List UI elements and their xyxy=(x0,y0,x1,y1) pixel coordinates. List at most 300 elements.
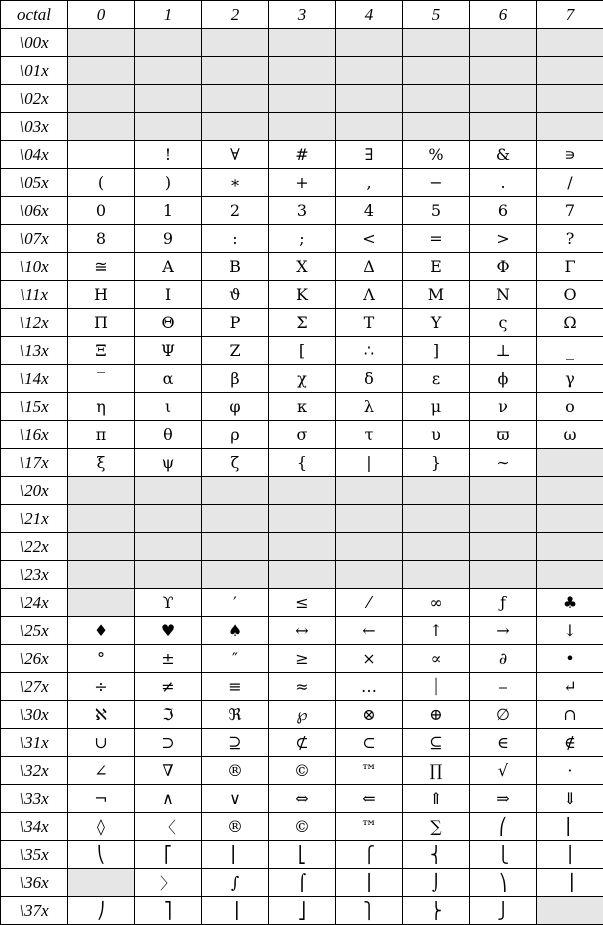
glyph-cell: ∃ xyxy=(336,141,403,169)
empty-cell xyxy=(135,505,202,533)
glyph-cell: Ρ xyxy=(202,309,269,337)
row-header: \25x xyxy=(1,617,68,645)
column-header: 2 xyxy=(202,1,269,29)
glyph-cell: γ xyxy=(537,365,603,393)
glyph-cell: ¬ xyxy=(68,785,135,813)
glyph-cell: ⎡ xyxy=(135,841,202,869)
glyph-cell xyxy=(68,141,135,169)
glyph-cell: ∑ xyxy=(403,813,470,841)
glyph-cell: ≤ xyxy=(269,589,336,617)
glyph-cell: ≅ xyxy=(68,253,135,281)
table-row xyxy=(1,113,603,141)
glyph-cell: ∂ xyxy=(470,645,537,673)
empty-cell xyxy=(336,505,403,533)
row-header: \03x xyxy=(1,113,68,141)
glyph-cell: ƒ xyxy=(470,589,537,617)
glyph-cell: ♠ xyxy=(202,617,269,645)
row-header: \22x xyxy=(1,533,68,561)
glyph-cell: ) xyxy=(135,169,202,197)
glyph-cell: Τ xyxy=(336,309,403,337)
empty-cell xyxy=(68,589,135,617)
glyph-cell: Ζ xyxy=(202,337,269,365)
glyph-cell: ® xyxy=(202,813,269,841)
empty-cell xyxy=(470,533,537,561)
glyph-cell: ℘ xyxy=(269,701,336,729)
glyph-cell: μ xyxy=(403,393,470,421)
glyph-cell: − xyxy=(403,169,470,197)
glyph-cell: ∫ xyxy=(202,869,269,897)
glyph-cell: ⎤ xyxy=(135,897,202,925)
row-header: \06x xyxy=(1,197,68,225)
empty-cell xyxy=(68,533,135,561)
row-header: \16x xyxy=(1,421,68,449)
empty-cell xyxy=(202,29,269,57)
row-header: \10x xyxy=(1,253,68,281)
glyph-cell: ϕ xyxy=(470,365,537,393)
glyph-cell: Β xyxy=(202,253,269,281)
empty-cell xyxy=(403,113,470,141)
table-row xyxy=(1,561,603,589)
row-header: \07x xyxy=(1,225,68,253)
column-header: 1 xyxy=(135,1,202,29)
table-row xyxy=(1,169,603,197)
table-row xyxy=(1,897,603,925)
glyph-cell: + xyxy=(269,169,336,197)
table-row xyxy=(1,225,603,253)
empty-cell xyxy=(336,533,403,561)
glyph-cell: √ xyxy=(470,757,537,785)
row-header: \20x xyxy=(1,477,68,505)
empty-cell xyxy=(470,561,537,589)
glyph-cell: θ xyxy=(135,421,202,449)
glyph-cell: , xyxy=(336,169,403,197)
glyph-cell: ⊗ xyxy=(336,701,403,729)
empty-cell xyxy=(403,29,470,57)
table-row xyxy=(1,365,603,393)
glyph-cell: ⎞ xyxy=(470,869,537,897)
row-header: \31x xyxy=(1,729,68,757)
glyph-cell: Ι xyxy=(135,281,202,309)
glyph-cell: [ xyxy=(269,337,336,365)
glyph-cell: φ xyxy=(202,393,269,421)
glyph-cell: 3 xyxy=(269,197,336,225)
glyph-cell: ε xyxy=(403,365,470,393)
empty-cell xyxy=(202,85,269,113)
glyph-cell: ≥ xyxy=(269,645,336,673)
empty-cell xyxy=(269,505,336,533)
glyph-cell: # xyxy=(269,141,336,169)
table-row xyxy=(1,533,603,561)
column-header: 7 xyxy=(537,1,603,29)
glyph-cell: ′ xyxy=(202,589,269,617)
glyph-cell: σ xyxy=(269,421,336,449)
empty-cell xyxy=(68,57,135,85)
glyph-cell: 7 xyxy=(537,197,603,225)
row-header: \37x xyxy=(1,897,68,925)
table-row xyxy=(1,253,603,281)
row-header: \23x xyxy=(1,561,68,589)
row-header: \33x xyxy=(1,785,68,813)
empty-cell xyxy=(403,505,470,533)
glyph-cell: ⎜ xyxy=(537,813,603,841)
column-header: 6 xyxy=(470,1,537,29)
empty-cell xyxy=(537,561,603,589)
glyph-cell: = xyxy=(403,225,470,253)
glyph-cell: } xyxy=(403,449,470,477)
glyph-cell: ⊆ xyxy=(403,729,470,757)
empty-cell xyxy=(135,533,202,561)
glyph-cell: Ω xyxy=(537,309,603,337)
glyph-cell: Α xyxy=(135,253,202,281)
corner-header: octal xyxy=(1,1,68,29)
glyph-cell: ⇐ xyxy=(336,785,403,813)
glyph-cell: ∅ xyxy=(470,701,537,729)
glyph-cell: 0 xyxy=(68,197,135,225)
table-row xyxy=(1,785,603,813)
glyph-cell: ⎝ xyxy=(68,841,135,869)
glyph-cell: ° xyxy=(68,645,135,673)
glyph-cell: Ε xyxy=(403,253,470,281)
glyph-cell: & xyxy=(470,141,537,169)
glyph-cell: ϖ xyxy=(470,421,537,449)
empty-cell xyxy=(336,477,403,505)
table-row xyxy=(1,197,603,225)
glyph-cell: δ xyxy=(336,365,403,393)
glyph-cell: ∪ xyxy=(68,729,135,757)
empty-cell xyxy=(336,113,403,141)
glyph-cell: _ xyxy=(537,337,603,365)
glyph-cell: ⎥ xyxy=(202,897,269,925)
glyph-cell: ? xyxy=(537,225,603,253)
glyph-cell: ⎟ xyxy=(537,869,603,897)
glyph-cell: ⊃ xyxy=(135,729,202,757)
table-row xyxy=(1,813,603,841)
glyph-cell: ∼ xyxy=(470,449,537,477)
glyph-cell: Ξ xyxy=(68,337,135,365)
glyph-cell: : xyxy=(202,225,269,253)
glyph-cell: ‾ xyxy=(68,365,135,393)
empty-cell xyxy=(135,85,202,113)
glyph-cell: 1 xyxy=(135,197,202,225)
glyph-cell: 9 xyxy=(135,225,202,253)
glyph-cell: ⊄ xyxy=(269,729,336,757)
glyph-cell: ↓ xyxy=(537,617,603,645)
empty-cell xyxy=(68,85,135,113)
glyph-cell: ∩ xyxy=(537,701,603,729)
row-header: \36x xyxy=(1,869,68,897)
glyph-cell: Λ xyxy=(336,281,403,309)
glyph-cell: ! xyxy=(135,141,202,169)
glyph-cell: ⎨ xyxy=(403,841,470,869)
glyph-cell: © xyxy=(269,757,336,785)
glyph-cell: ↑ xyxy=(403,617,470,645)
row-header: \17x xyxy=(1,449,68,477)
glyph-cell: ↔ xyxy=(269,617,336,645)
glyph-cell: ± xyxy=(135,645,202,673)
glyph-cell: Γ xyxy=(537,253,603,281)
row-header: \24x xyxy=(1,589,68,617)
row-header: \30x xyxy=(1,701,68,729)
glyph-cell: ↵ xyxy=(537,673,603,701)
empty-cell xyxy=(269,29,336,57)
glyph-cell: ⎠ xyxy=(68,897,135,925)
glyph-cell: | xyxy=(336,449,403,477)
glyph-cell: Δ xyxy=(336,253,403,281)
glyph-cell: 4 xyxy=(336,197,403,225)
glyph-cell: ⎩ xyxy=(470,841,537,869)
glyph-cell: ÷ xyxy=(68,673,135,701)
glyph-cell: → xyxy=(470,617,537,645)
empty-cell xyxy=(202,533,269,561)
row-header: \15x xyxy=(1,393,68,421)
glyph-cell: 〉 xyxy=(135,869,202,897)
empty-cell xyxy=(336,561,403,589)
row-header: \32x xyxy=(1,757,68,785)
empty-cell xyxy=(202,477,269,505)
table-row xyxy=(1,617,603,645)
table-row xyxy=(1,449,603,477)
column-header: 3 xyxy=(269,1,336,29)
glyph-cell: Ν xyxy=(470,281,537,309)
glyph-cell: Φ xyxy=(470,253,537,281)
glyph-cell: ♣ xyxy=(537,589,603,617)
glyph-cell: ⁄ xyxy=(336,589,403,617)
glyph-cell: ™ xyxy=(336,757,403,785)
glyph-cell: ∗ xyxy=(202,169,269,197)
glyph-cell: ∧ xyxy=(135,785,202,813)
glyph-cell: ∨ xyxy=(202,785,269,813)
glyph-cell: ο xyxy=(537,393,603,421)
empty-cell xyxy=(202,505,269,533)
table-row xyxy=(1,421,603,449)
empty-cell xyxy=(269,57,336,85)
empty-cell xyxy=(269,561,336,589)
empty-cell xyxy=(470,477,537,505)
glyph-cell: Π xyxy=(68,309,135,337)
row-header: \00x xyxy=(1,29,68,57)
glyph-cell: ∏ xyxy=(403,757,470,785)
empty-cell xyxy=(403,561,470,589)
empty-cell xyxy=(470,29,537,57)
glyph-cell: ≈ xyxy=(269,673,336,701)
glyph-cell: ◊ xyxy=(68,813,135,841)
glyph-cell: © xyxy=(269,813,336,841)
table-body xyxy=(1,29,603,925)
empty-cell xyxy=(336,57,403,85)
glyph-cell: κ xyxy=(269,393,336,421)
table-row xyxy=(1,309,603,337)
table-row xyxy=(1,57,603,85)
glyph-cell: ν xyxy=(470,393,537,421)
glyph-cell: ⎫ xyxy=(336,897,403,925)
glyph-cell: ⊕ xyxy=(403,701,470,729)
glyph-cell: ⌠ xyxy=(269,869,336,897)
glyph-cell: ϒ xyxy=(135,589,202,617)
glyph-cell: ℑ xyxy=(135,701,202,729)
table-row xyxy=(1,141,603,169)
empty-cell xyxy=(403,57,470,85)
glyph-cell: ⇒ xyxy=(470,785,537,813)
glyph-cell: ⏐ xyxy=(403,673,470,701)
glyph-cell: . xyxy=(470,169,537,197)
glyph-cell: ″ xyxy=(202,645,269,673)
glyph-cell: ⊥ xyxy=(470,337,537,365)
table-row xyxy=(1,701,603,729)
glyph-cell: ⊂ xyxy=(336,729,403,757)
glyph-cell: ⇓ xyxy=(537,785,603,813)
glyph-cell: ∞ xyxy=(403,589,470,617)
row-header: \13x xyxy=(1,337,68,365)
column-header: 5 xyxy=(403,1,470,29)
glyph-cell: ⎮ xyxy=(336,869,403,897)
table-row xyxy=(1,505,603,533)
glyph-cell: ∈ xyxy=(470,729,537,757)
empty-cell xyxy=(537,57,603,85)
glyph-cell: ℜ xyxy=(202,701,269,729)
glyph-cell: 8 xyxy=(68,225,135,253)
empty-cell xyxy=(269,477,336,505)
glyph-cell: ξ xyxy=(68,449,135,477)
empty-cell xyxy=(135,29,202,57)
row-header: \34x xyxy=(1,813,68,841)
empty-cell xyxy=(537,477,603,505)
glyph-cell: υ xyxy=(403,421,470,449)
glyph-cell: ϑ xyxy=(202,281,269,309)
glyph-cell: ⎦ xyxy=(269,897,336,925)
glyph-cell: π xyxy=(68,421,135,449)
empty-cell xyxy=(135,57,202,85)
empty-cell xyxy=(403,477,470,505)
glyph-cell: ♦ xyxy=(68,617,135,645)
empty-cell xyxy=(470,113,537,141)
empty-cell xyxy=(403,533,470,561)
glyph-cell: Χ xyxy=(269,253,336,281)
empty-cell xyxy=(537,449,603,477)
row-header: \35x xyxy=(1,841,68,869)
glyph-cell: ι xyxy=(135,393,202,421)
table-row xyxy=(1,757,603,785)
empty-cell xyxy=(202,57,269,85)
glyph-cell: ⎭ xyxy=(470,897,537,925)
glyph-cell: ∝ xyxy=(403,645,470,673)
empty-cell xyxy=(537,113,603,141)
glyph-cell: % xyxy=(403,141,470,169)
glyph-cell: × xyxy=(336,645,403,673)
empty-cell xyxy=(269,113,336,141)
table-row xyxy=(1,589,603,617)
glyph-cell: … xyxy=(336,673,403,701)
empty-cell xyxy=(135,561,202,589)
glyph-cell: Η xyxy=(68,281,135,309)
empty-cell xyxy=(269,85,336,113)
table-row xyxy=(1,645,603,673)
empty-cell xyxy=(537,29,603,57)
glyph-cell: ⎣ xyxy=(269,841,336,869)
glyph-cell: ⇔ xyxy=(269,785,336,813)
row-header: \14x xyxy=(1,365,68,393)
glyph-cell: ( xyxy=(68,169,135,197)
glyph-cell: ≡ xyxy=(202,673,269,701)
table-row xyxy=(1,281,603,309)
table-row xyxy=(1,393,603,421)
empty-cell xyxy=(470,85,537,113)
glyph-cell: ← xyxy=(336,617,403,645)
glyph-cell: ⌡ xyxy=(403,869,470,897)
glyph-cell: ψ xyxy=(135,449,202,477)
glyph-cell: ς xyxy=(470,309,537,337)
row-header: \11x xyxy=(1,281,68,309)
glyph-cell: τ xyxy=(336,421,403,449)
empty-cell xyxy=(470,505,537,533)
empty-cell xyxy=(68,561,135,589)
glyph-cell: ⋅ xyxy=(537,757,603,785)
table-row xyxy=(1,337,603,365)
glyph-cell: ∇ xyxy=(135,757,202,785)
glyph-cell: ⎧ xyxy=(336,841,403,869)
column-header: 0 xyxy=(68,1,135,29)
row-header: \04x xyxy=(1,141,68,169)
glyph-cell: ∴ xyxy=(336,337,403,365)
glyph-cell: β xyxy=(202,365,269,393)
row-header: \02x xyxy=(1,85,68,113)
glyph-cell: α xyxy=(135,365,202,393)
table-row xyxy=(1,841,603,869)
glyph-cell: η xyxy=(68,393,135,421)
empty-cell xyxy=(403,85,470,113)
empty-cell xyxy=(537,533,603,561)
glyph-cell: ω xyxy=(537,421,603,449)
glyph-cell: ] xyxy=(403,337,470,365)
glyph-cell: λ xyxy=(336,393,403,421)
empty-cell xyxy=(68,505,135,533)
empty-cell xyxy=(202,113,269,141)
glyph-cell: χ xyxy=(269,365,336,393)
empty-cell xyxy=(135,477,202,505)
glyph-cell: ∀ xyxy=(202,141,269,169)
row-header: \27x xyxy=(1,673,68,701)
glyph-cell: ⎬ xyxy=(403,897,470,925)
glyph-cell: ∠ xyxy=(68,757,135,785)
glyph-cell: Μ xyxy=(403,281,470,309)
glyph-cell: ⊇ xyxy=(202,729,269,757)
empty-cell xyxy=(135,113,202,141)
empty-cell xyxy=(68,113,135,141)
empty-cell xyxy=(202,561,269,589)
glyph-cell: ∍ xyxy=(537,141,603,169)
glyph-cell: < xyxy=(336,225,403,253)
glyph-cell: ζ xyxy=(202,449,269,477)
glyph-cell: 2 xyxy=(202,197,269,225)
glyph-cell: > xyxy=(470,225,537,253)
glyph-cell: ; xyxy=(269,225,336,253)
glyph-cell: 5 xyxy=(403,197,470,225)
header-row xyxy=(1,1,603,29)
empty-cell xyxy=(336,85,403,113)
glyph-cell: ♥ xyxy=(135,617,202,645)
empty-cell xyxy=(68,477,135,505)
glyph-cell: Υ xyxy=(403,309,470,337)
row-header: \05x xyxy=(1,169,68,197)
glyph-cell: ™ xyxy=(336,813,403,841)
glyph-cell: Θ xyxy=(135,309,202,337)
glyph-cell: / xyxy=(537,169,603,197)
glyph-cell: ⎯ xyxy=(470,673,537,701)
row-header: \26x xyxy=(1,645,68,673)
table-row xyxy=(1,729,603,757)
glyph-cell: ⇑ xyxy=(403,785,470,813)
row-header: \12x xyxy=(1,309,68,337)
column-header: 4 xyxy=(336,1,403,29)
